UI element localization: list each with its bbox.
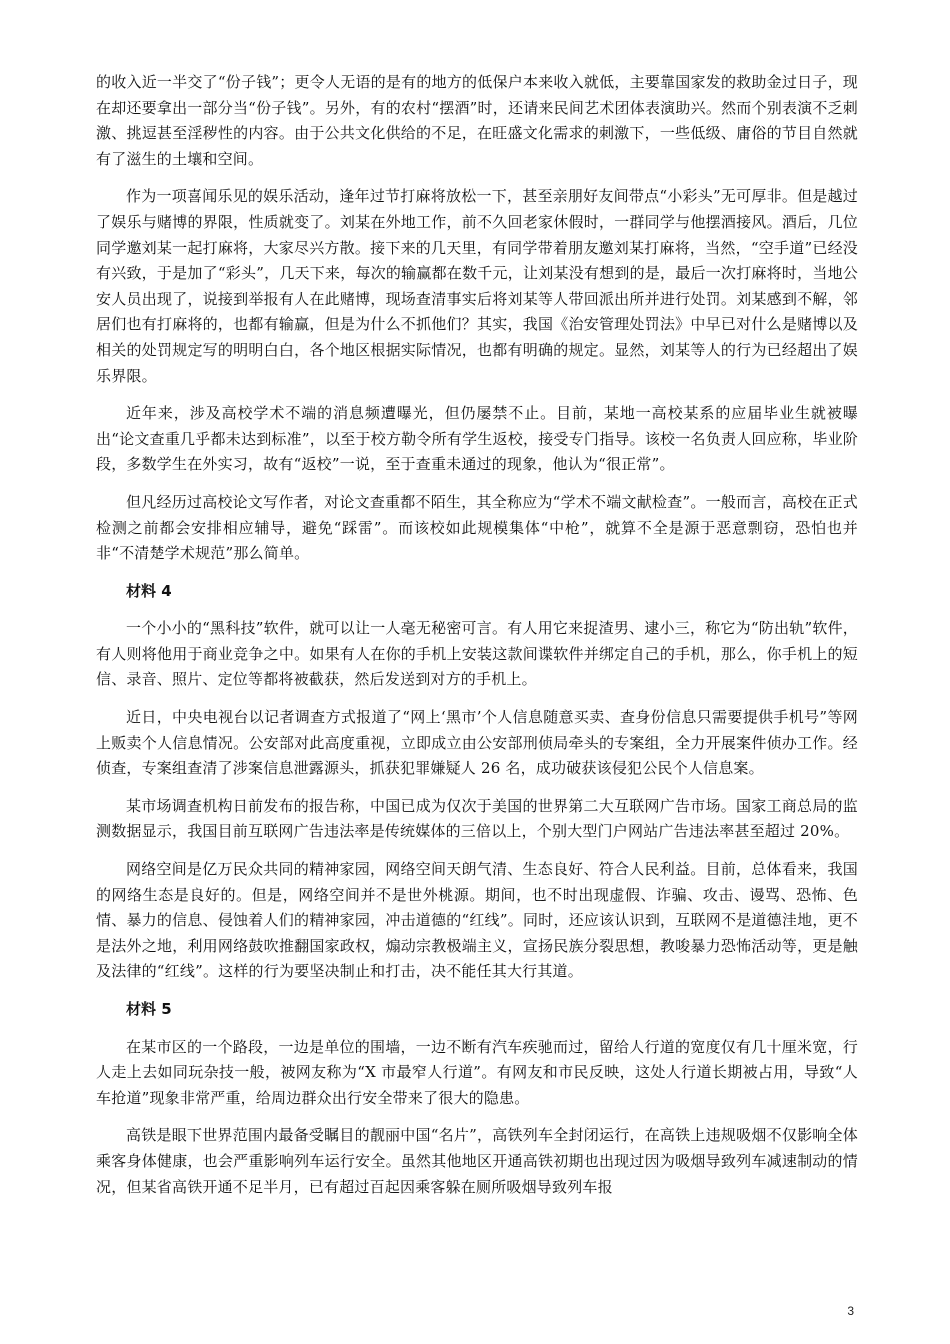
section-heading-material-5: 材料 5 xyxy=(126,1000,172,1018)
document-body xyxy=(96,70,858,1212)
paragraph-8: 网络空间是亿万民众共同的精神家园，网络空间天朗气清、生态良好、符合人民利益。目前，总体看来，我国的网络生态是良好的。但是，网络空间并不是世外桃源。期间，也不时出现虚假、诈骗、攻击、谩骂、恐怖、色情、暴力的信息、侵蚀着人们的精神家园，冲击道德的“红线”。同时，还应该认识到，互联网不是道德洼地，更不是法外之地，利用网络鼓吹推翻国家政权，煽动宗教极端主义，宣扬民族分裂思想，教唆暴力恐怖活动等，更是触及法律的“红线”。这样的行为要坚决制止和打击，决不能任其大行其道。 xyxy=(96,860,858,981)
paragraph-10: 高铁是眼下世界范围内最备受瞩目的靓丽中国“名片”，高铁列车全封闭运行，在高铁上违规吸烟不仅影响全体乘客身体健康，也会严重影响列车运行安全。虽然其他地区开通高铁初期也出现过因为吸烟导致列车减速制动的情况，但某省高铁开通不足半月，已有超过百起因乘客躲在厕所吸烟导致列车报 xyxy=(96,1126,858,1196)
page-number: 3 xyxy=(847,1304,854,1318)
paragraph-1: 的收入近一半交了“份子钱”；更令人无语的是有的地方的低保户本来收入就低，主要靠国家发的救助金过日子，现在却还要拿出一部分当“份子钱”。另外，有的农村“摆酒”时，还请来民间艺术团体表演助兴。然而个别表演不乏刺激、挑逗甚至淫秽性的内容。由于公共文化供给的不足，在旺盛文化需求的刺激下，一些低级、庸俗的节目自然就有了滋生的土壤和空间。 xyxy=(96,73,858,168)
paragraph-2: 作为一项喜闻乐见的娱乐活动，逢年过节打麻将放松一下，甚至亲朋好友间带点“小彩头”无可厚非。但是越过了娱乐与赌博的界限，性质就变了。刘某在外地工作，前不久回老家休假时，一群同学与他摆酒接风。酒后，几位同学邀刘某一起打麻将，大家尽兴方散。接下来的几天里，有同学带着朋友邀刘某打麻将，当然，“空手道”已经没有兴致，于是加了“彩头”，几天下来，每次的输赢都在数千元，让刘某没有想到的是，最后一次打麻将时，当地公安人员出现了，说接到举报有人在此赌博，现场查清事实后将刘某等人带回派出所并进行处罚。刘某感到不解，邻居们也有打麻将的，也都有输赢，但是为什么不抓他们？其实，我国《治安管理处罚法》中早已对什么是赌博以及相关的处罚规定写的明明白白，各个地区根据实际情况，也都有明确的规定。显然，刘某等人的行为已经超出了娱乐界限。 xyxy=(96,187,858,385)
paragraph-5: 一个小小的“黑科技”软件，就可以让一人毫无秘密可言。有人用它来捉渣男、逮小三，称它为“防出轨”软件，有人则将他用于商业竞争之中。如果有人在你的手机上安装这款间谍软件并绑定自己的手机，那么，你手机上的短信、录音、照片、定位等都将被截获，然后发送到对方的手机上。 xyxy=(96,619,858,689)
section-heading-material-4: 材料 4 xyxy=(126,581,172,600)
paragraph-9: 在某市区的一个路段，一边是单位的围墙，一边不断有汽车疾驰而过，留给人行道的宽度仅有几十厘米宽，行人走上去如同玩杂技一般，被网友称为“X 市最窄人行道”。有网友和市民反映，这处人行道长期被占用，导致“人车抢道”现象非常严重，给周边群众出行安全带来了很大的隐患。 xyxy=(96,1037,858,1107)
paragraph-7: 某市场调查机构日前发布的报告称，中国已成为仅次于美国的世界第二大互联网广告市场。国家工商总局的监测数据显示，我国目前互联网广告违法率是传统媒体的三倍以上，个别大型门户网站广告违法率甚至超过 20%。 xyxy=(96,796,858,841)
paragraph-6: 近日，中央电视台以记者调查方式报道了“网上‘黑市’个人信息随意买卖、查身份信息只需要提供手机号”等网上贩卖个人信息情况。公安部对此高度重视，立即成立由公安部刑侦局牵头的专案组，全力开展案件侦办工作。经侦查，专案组查清了涉案信息泄露源头，抓获犯罪嫌疑人 26 名，成功破获该侵犯公民个人信息案。 xyxy=(96,708,858,778)
paragraph-3: 近年来，涉及高校学术不端的消息频遭曝光，但仍屡禁不止。目前，某地一高校某系的应届毕业生就被曝出“论文查重几乎都未达到标准”，以至于校方勒令所有学生返校，接受专门指导。该校一名负责人回应称，毕业阶段，多数学生在外实习，故有“返校”一说，至于查重未通过的现象，他认为“很正常”。 xyxy=(96,404,858,474)
paragraph-4: 但凡经历过高校论文写作者，对论文查重都不陌生，其全称应为“学术不端文献检查”。一般而言，高校在正式检测之前都会安排相应辅导，避免“踩雷”。而该校如此规模集体“中枪”，就算不全是源于恶意剽窃，恐怕也并非“不清楚学术规范”那么简单。 xyxy=(96,492,858,563)
